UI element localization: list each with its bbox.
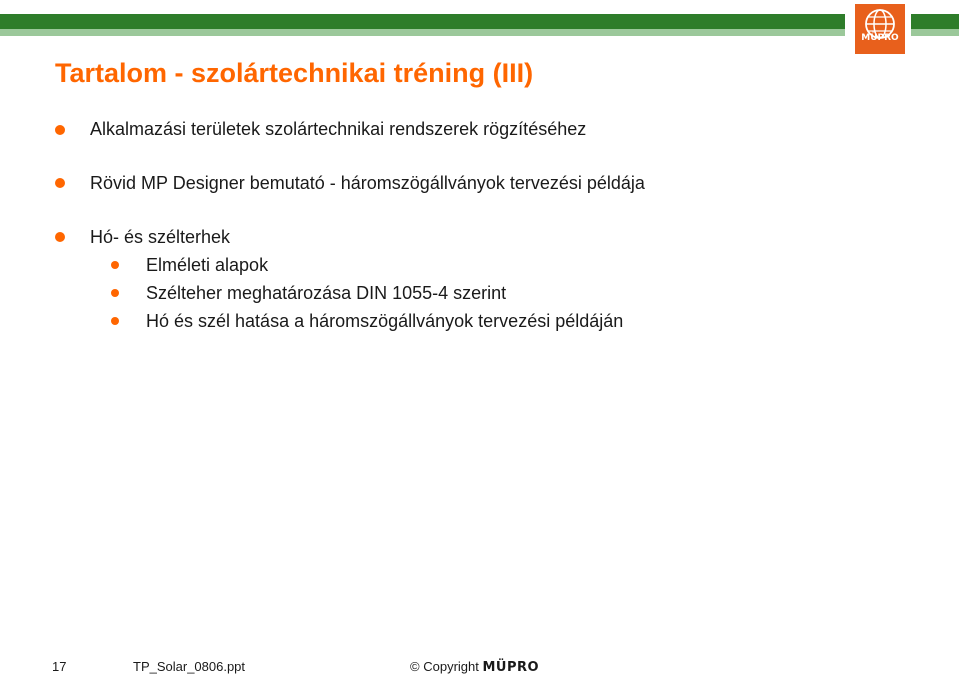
bullet-item: Hó- és szélterhek: [90, 227, 231, 247]
bullet-dot: [55, 232, 65, 242]
copyright: [410, 659, 539, 675]
header-bar: [0, 14, 845, 36]
bullet-item: Alkalmazási területek szolártechnikai rendszerek rögzítéséhez: [90, 119, 587, 139]
slide-title: Tartalom - szolártechnikai tréning (III): [55, 58, 534, 88]
bullet-dot: [55, 125, 65, 135]
sub-bullet-dot: [111, 261, 119, 269]
copyright-icon: ©: [410, 659, 420, 674]
header-bar-right: [911, 14, 959, 36]
copyright-brand: MÜPRO: [482, 660, 540, 675]
sub-bullet-item: Szélteher meghatározása DIN 1055-4 szerint: [146, 283, 507, 303]
bullet-dot: [55, 178, 65, 188]
bullet-item: Rövid MP Designer bemutató - háromszögállványok tervezési példája: [90, 173, 645, 193]
sub-bullet-dot: [111, 317, 119, 325]
sub-bullet-item: Hó és szél hatása a háromszögállványok tervezési példáján: [146, 311, 624, 331]
globe-icon: [855, 4, 905, 54]
sub-bullet-dot: [111, 289, 119, 297]
sub-bullet-item: Elméleti alapok: [146, 255, 269, 275]
copyright-label: Copyright: [423, 659, 479, 674]
page-number: 17: [52, 659, 67, 674]
file-name: TP_Solar_0806.ppt: [133, 659, 246, 674]
mupro-logo: [855, 4, 905, 54]
logo-text: MÜPRO: [861, 33, 899, 43]
